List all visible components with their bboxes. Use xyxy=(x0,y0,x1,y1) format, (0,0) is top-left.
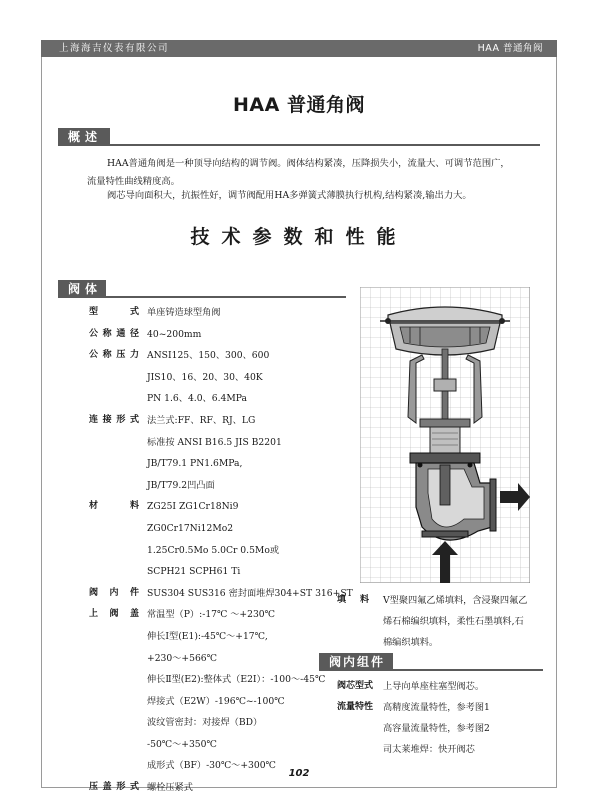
actuator-diaphragm xyxy=(380,307,510,355)
valve-body-spec-row xyxy=(89,712,353,734)
packing-spec xyxy=(337,590,527,653)
valve-body-spec-row xyxy=(89,540,353,562)
spec-label xyxy=(89,734,139,756)
spec-value: 法兰式:FF、RF、RJ、LG xyxy=(147,414,256,426)
overview-paragraph-2 xyxy=(87,187,542,205)
valve-drawing xyxy=(360,287,530,583)
spec-label: 上 阀 盖 xyxy=(89,609,139,620)
spec-label xyxy=(89,691,139,713)
valve-body-spec-row xyxy=(89,453,353,475)
spec-label xyxy=(89,367,139,389)
packing-label: 填 料 xyxy=(337,595,369,605)
spec-value: ZG0Cr17Ni12Mo2 xyxy=(147,522,234,534)
packing-line-2: 烯石棉编织填料，柔性石墨填料,石 xyxy=(383,616,524,627)
spec-label: 压盖形式 xyxy=(89,782,139,793)
valve-body-spec-row xyxy=(89,648,353,670)
spec-value: 伸长I型(E1):-45℃～+17℃, xyxy=(147,630,268,642)
spec-value: +230～+566℃ xyxy=(147,652,217,664)
trim-rule xyxy=(393,669,543,671)
valve-body-rule xyxy=(106,296,346,298)
spec-label xyxy=(89,669,139,691)
spec-value: 常温型（P）:-17℃ ～+230℃ xyxy=(147,609,275,621)
spec-value: PN 1.6、4.0、6.4MPa xyxy=(147,393,248,405)
trim-value: 上导向单座柱塞型阀芯。 xyxy=(383,681,485,692)
trim-spec-row xyxy=(337,718,490,739)
spec-label: 型 式 xyxy=(89,307,139,317)
trim-spec-row xyxy=(337,739,490,760)
spec-label xyxy=(89,540,139,562)
page-number: 102 xyxy=(288,768,310,779)
overview-rule xyxy=(110,144,540,146)
trim-label xyxy=(337,718,379,739)
trim-value: 高容量流量特性，参考图2 xyxy=(383,723,490,734)
overview-para1-line1: HAA普通角阀是一种顶导向结构的调节阀。阀体结构紧凑，压降损失小，流量大、可调节范围广， xyxy=(107,158,510,169)
trim-value: 司太莱堆焊：快开阀芯 xyxy=(383,744,475,755)
spec-label xyxy=(89,453,139,475)
spec-value: 1.25Cr0.5Mo 5.0Cr 0.5Mo或 xyxy=(147,544,280,556)
trim-value: 高精度流量特性，参考图1 xyxy=(383,702,490,713)
packing-line-3: 棉编织填料。 xyxy=(383,637,439,648)
spec-label: 公称通径 xyxy=(89,328,139,339)
header-product-name: HAA 普通角阀 xyxy=(477,43,543,54)
spec-value: 波纹管密封：对接焊（BD） xyxy=(147,717,263,729)
page-header-bar xyxy=(41,40,557,57)
spec-value: SUS304 SUS316 密封面堆焊304+ST 316+ST xyxy=(147,587,353,599)
performance-title: 技术参数和性能 xyxy=(190,226,408,248)
spec-label xyxy=(89,475,139,497)
valve-body-spec-row xyxy=(89,669,353,691)
spec-label: 公称压力 xyxy=(89,350,139,361)
valve-body-spec-row xyxy=(89,367,353,389)
spec-label: 连接形式 xyxy=(89,414,139,425)
valve-body-spec-row xyxy=(89,734,353,756)
spec-value: JIS10、16、20、30、40K xyxy=(147,371,263,383)
spec-value: ANSI125、150、300、600 xyxy=(147,350,270,362)
valve-body-spec-row xyxy=(89,345,353,367)
overview-heading: 概述 xyxy=(58,128,110,146)
overview-para2: 阀芯导向面积大，抗振性好，调节阀配用HA多弹簧式薄膜执行机构,结构紧凑,输出力大。 xyxy=(107,190,472,201)
valve-body-spec-row xyxy=(89,561,353,583)
overview-para1-line2: 流量特性曲线精度高。 xyxy=(87,176,180,187)
valve-body-spec-list xyxy=(89,302,353,799)
valve-body-spec-row xyxy=(89,626,353,648)
valve-body-spec-row xyxy=(89,475,353,497)
overview-paragraph-1 xyxy=(87,155,542,191)
valve-body-spec-row xyxy=(89,388,353,410)
spec-value: 标准按 ANSI B16.5 JIS B2201 xyxy=(147,436,282,448)
packing-line-1: V型聚四氟乙烯填料，含浸聚四氟乙 xyxy=(383,595,528,606)
valve-body-spec-row xyxy=(89,324,353,346)
spec-label xyxy=(89,561,139,583)
valve-body-spec-row xyxy=(89,777,353,799)
trim-label xyxy=(337,739,379,760)
spec-value: 40~200mm xyxy=(147,328,202,340)
spec-value: 焊接式（E2W）-196℃~-100℃ xyxy=(147,695,285,707)
spec-value: SCPH21 SCPH61 Ti xyxy=(147,566,241,578)
spec-value: -50℃～+350℃ xyxy=(147,738,217,750)
valve-body-spec-row xyxy=(89,302,353,324)
spec-label xyxy=(89,432,139,454)
spec-value: JB/T79.2凹凸面 xyxy=(147,479,215,491)
spec-value: 螺栓压紧式 xyxy=(147,782,193,794)
spec-label xyxy=(89,712,139,734)
spec-value: ZG25I ZG1Cr18Ni9 xyxy=(147,501,239,513)
spec-value: 伸长Ⅱ型(E2):整体式（E2I）：-100～-45℃ xyxy=(147,674,326,686)
spec-label: 阀 内 件 xyxy=(89,587,139,598)
valve-body-heading: 阀体 xyxy=(58,280,106,298)
valve-body-spec-row xyxy=(89,410,353,432)
spec-label xyxy=(89,388,139,410)
valve-body-spec-row xyxy=(89,432,353,454)
valve-body-spec-row xyxy=(89,583,353,605)
valve-body-spec-row xyxy=(89,496,353,518)
spec-value: 成形式（BF）-30℃～+300℃ xyxy=(147,760,276,772)
trim-label: 流量特性 xyxy=(337,702,374,712)
trim-heading: 阀内组件 xyxy=(319,653,393,671)
spec-label xyxy=(89,648,139,670)
valve-body-spec-row xyxy=(89,604,353,626)
spec-value: JB/T79.1 PN1.6MPa, xyxy=(147,458,243,470)
valve-body-spec-row xyxy=(89,518,353,540)
company-name: 上海海吉仪表有限公司 xyxy=(59,43,170,54)
trim-label: 阀芯型式 xyxy=(337,681,374,691)
trim-spec-row xyxy=(337,697,490,718)
trim-spec-row xyxy=(337,676,490,697)
spec-value: 单座铸造球型角阀 xyxy=(147,307,221,318)
trim-spec-list xyxy=(337,676,490,760)
valve-body-spec-row xyxy=(89,691,353,713)
spec-label xyxy=(89,518,139,540)
spec-label xyxy=(89,626,139,648)
page-title: HAA 普通角阀 xyxy=(233,94,365,116)
spec-label: 材 料 xyxy=(89,501,139,512)
